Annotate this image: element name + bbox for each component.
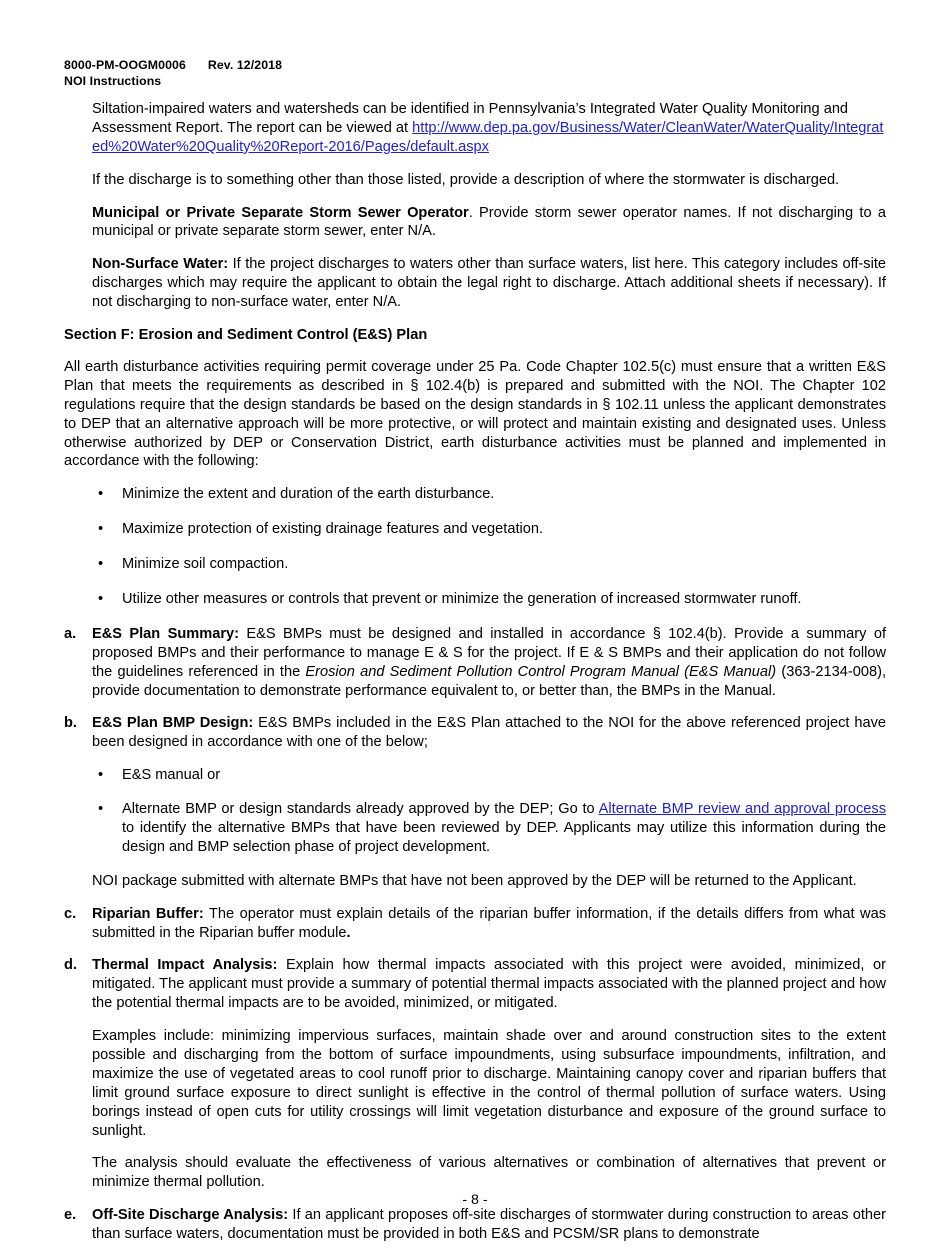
item-a-text-before: E&S BMPs must be designed and installed in accordance § 102.4(b). Provide a summary of proposed BMPs and their performance to manage E & S for the project. If E & S BMPs and their application do not follow the guidelines referenced in the (92, 625, 886, 680)
item-c-riparian-buffer (64, 905, 886, 943)
document-header (64, 58, 282, 90)
item-marker-b: b. (64, 715, 77, 732)
alternate-bmp-text-after: to identify the alternative BMPs that have been reviewed by DEP. Applicants may utilize this information during the design and BMP selection phase of project development. (122, 820, 886, 855)
bullet-icon: • (98, 486, 104, 503)
bullet-icon: • (98, 556, 104, 573)
alternate-bmp-text-before: Alternate BMP or design standards already approved by the DEP; Go to (122, 801, 599, 818)
item-marker-c: c. (64, 905, 77, 922)
item-a-label: E&S Plan Summary: (92, 625, 239, 642)
item-d-thermal-impact-analysis (64, 956, 886, 1013)
list-item-label: Minimize soil compaction. (122, 556, 289, 573)
municipal-operator-text: . Provide storm sewer operator names. If not discharging to a municipal or private separate storm sewer, enter N/A. (92, 204, 886, 240)
section-f-bullet-list (64, 485, 886, 609)
list-item (64, 520, 886, 539)
header-subtitle: NOI Instructions (64, 73, 162, 88)
noi-package-paragraph: NOI package submitted with alternate BMPs that have not been approved by the DEP will be returned to the Applicant. (92, 872, 857, 889)
section-f-heading: Section F: Erosion and Sediment Control (E&S) Plan (64, 327, 428, 344)
non-surface-water-paragraph (92, 255, 886, 312)
list-item (64, 555, 886, 574)
list-item (64, 485, 886, 504)
municipal-operator-label: Municipal or Private Separate Storm Sewer Operator (92, 204, 469, 221)
es-manual-title: Erosion and Sediment Pollution Control Program Manual (E&S Manual) (305, 663, 777, 680)
list-item-label: Minimize the extent and duration of the earth disturbance. (122, 486, 495, 503)
analysis-evaluation-paragraph: The analysis should evaluate the effectiveness of various alternatives or combination of alternatives that prevent or minimize thermal pollution. (92, 1155, 886, 1191)
document-number: 8000-PM-OOGM0006 (64, 58, 186, 72)
item-e-text: If an applicant proposes off-site discharges of stormwater during construction to areas other than surface waters, documentation must be provided in both E&S and PCSM/SR plans to demonstrate (92, 1207, 886, 1243)
item-b-text: E&S BMPs included in the E&S Plan attached to the NOI for the above referenced project have been designed in accordance with one of the below; (92, 715, 886, 751)
item-marker-e: e. (64, 1207, 77, 1224)
item-d-text: Explain how thermal impacts associated with this project were avoided, minimized, or mitigated. The applicant must provide a summary of potential thermal impacts associated with the planned project and how the potential thermal impacts are to be avoided, minimized, or mitigated. (92, 957, 886, 1012)
bullet-icon: • (98, 521, 104, 538)
list-item-label: Maximize protection of existing drainage features and vegetation. (122, 521, 544, 538)
document-revision: Rev. 12/2018 (207, 58, 283, 72)
item-b-es-plan-bmp-design (64, 714, 886, 752)
item-a-text-after: (363-2134-008), provide documentation to demonstrate performance equivalent to, or better than, the BMPs in the Manual. (92, 663, 886, 699)
item-c-trailing-period: . (346, 924, 351, 941)
item-c-label: Riparian Buffer: (92, 905, 204, 922)
item-marker-a: a. (64, 625, 77, 642)
list-item-label: Utilize other measures or controls that prevent or minimize the generation of increased stormwater runoff. (122, 591, 802, 607)
list-item-label: E&S manual or (122, 767, 221, 784)
list-item (64, 590, 886, 609)
list-item (64, 800, 886, 857)
bullet-icon: • (98, 801, 104, 818)
item-e-off-site-discharge-analysis (64, 1206, 886, 1244)
item-e-label: Off-Site Discharge Analysis: (92, 1207, 289, 1224)
item-b-label: E&S Plan BMP Design: (92, 715, 254, 732)
alternate-bmp-review-link[interactable]: Alternate BMP review and approval process (598, 801, 887, 818)
header-line-1 (64, 58, 282, 74)
list-item-label (122, 801, 886, 855)
list-item (64, 766, 886, 785)
section-f-intro-paragraph: All earth disturbance activities requiring permit coverage under 25 Pa. Code Chapter 102.5(c) must ensure that a written E&S Plan that meets the requirements as described in § 102.4(b) is prepared and submitted with the NOI. The Chapter 102 regulations require that the design standards be based on the design standards in § 102.11 unless the applicant demonstrates to DEP that an alternative approach will be more protective, or will protect and maintain existing and designated uses. Unless otherwise authorized by DEP or Conservation District, earth disturbance activities must be planned and implemented in accordance with the following: (64, 358, 886, 470)
item-c-text: The operator must explain details of the riparian buffer information, if the details differs from what was submitted in the Riparian buffer module (92, 905, 886, 941)
integrated-report-link[interactable]: http://www.dep.pa.gov/Business/Water/CleanWater/WaterQuality/Integrated%20Water%20Quality%20Report-2016/Pages/default.aspx (92, 119, 884, 155)
siltation-paragraph (92, 100, 886, 157)
non-surface-water-text: If the project discharges to waters other than surface waters, list here. This category includes off-site discharges which may require the applicant to obtain the legal right to discharge. Attach additional sheets if necessary). If not discharging to non-surface water, enter N/A. (92, 256, 886, 311)
item-b-sub-bullet-list (64, 766, 886, 857)
page-footer: - 8 - (462, 1192, 488, 1208)
discharge-other-paragraph: If the discharge is to something other than those listed, provide a description of where the stormwater is discharged. (92, 171, 840, 188)
document-body (64, 100, 886, 1258)
municipal-operator-paragraph (92, 204, 886, 242)
examples-paragraph: Examples include: minimizing impervious surfaces, maintain shade over and around construction sites to the extent possible and discharging from the bottom of surface impoundments, using subsurface impoundments, infiltration, and maximize the use of vegetated areas to cool runoff prior to discharge. Maintaining canopy cover and riparian buffers that limit ground surface exposure to direct sunlight is effective in the control of thermal pollution of surface waters. Using borings instead of open cuts for utility crossings will limit vegetation disturbance and exposure of the ground surface to sunlight. (92, 1028, 886, 1139)
bullet-icon: • (98, 591, 104, 607)
siltation-text: Siltation-impaired waters and watersheds can be identified in Pennsylvania’s Integrated Water Quality Monitoring and Assessment Report. The report can be viewed at (92, 101, 849, 136)
bullet-icon: • (98, 767, 104, 784)
item-d-label: Thermal Impact Analysis: (92, 957, 278, 974)
item-a-es-plan-summary (64, 625, 886, 701)
item-marker-d: d. (64, 957, 77, 974)
non-surface-water-label: Non-Surface Water: (92, 256, 229, 273)
